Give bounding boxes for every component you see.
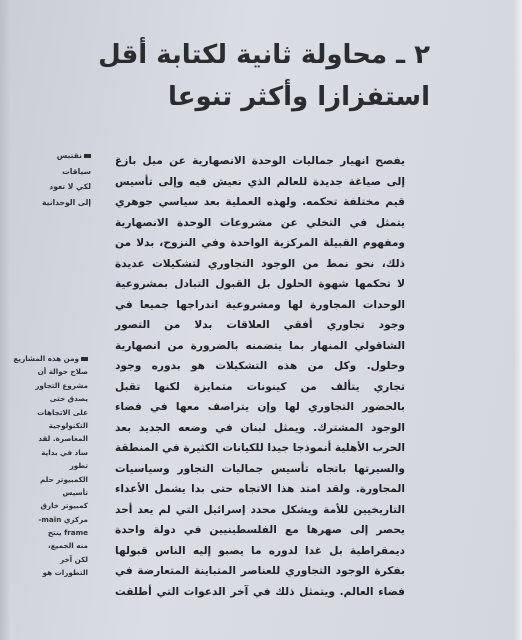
section-title-line-1: ٢ ـ محاولة ثانية لكتابة أقل bbox=[98, 40, 430, 70]
body-line: قيم مختلفة تحكمه. ولهذه العملية بعد سياسي جوهري bbox=[115, 196, 405, 208]
body-line: يفصح انهيار جماليات الوحدة الانصهارية عن ميل بازغ bbox=[115, 155, 405, 167]
body-line: والسيرتها باتجاه تأسيس جماليات التجاور وسياسيات bbox=[115, 462, 405, 475]
margin-note-bottom bbox=[13, 352, 88, 580]
margin-note-line: frame ينتج bbox=[47, 528, 88, 538]
margin-note-line: إلى الوحدانية bbox=[41, 197, 91, 207]
margin-note-line: التطورات هو bbox=[42, 568, 88, 578]
page-shadow-left bbox=[0, 0, 10, 640]
margin-note-line: تأسيس bbox=[62, 487, 88, 497]
body-line: بفكرة الوجود التجاوري للعناصر المتباينة المتعارضة في bbox=[115, 565, 405, 577]
body-line: التاريخيين للأمة ويشكل محدد إسرائيل التي لم يعد أحد bbox=[115, 503, 405, 516]
margin-note-line: مركزي main- bbox=[38, 514, 88, 524]
margin-note-line: لكن آخر bbox=[60, 554, 88, 564]
margin-note-line: مشروع التجاور bbox=[35, 380, 88, 390]
margin-note-line: التكنولوجية bbox=[48, 420, 88, 430]
margin-note-top bbox=[29, 148, 91, 210]
body-line: الحرب الأهلية أنموذجا جيدا للكيانات الكثيرة في المنطقة bbox=[114, 442, 405, 454]
body-line: الشاقولي المنهار بما يتضمنه بالضرورة من انصهارية bbox=[115, 339, 405, 352]
margin-note-line: الكمبيوتر حلم bbox=[40, 474, 88, 484]
margin-note-line: صلاح حوالة أن bbox=[37, 367, 88, 377]
body-line: فضاء العالم. ويتمثل ذلك في آخر الدعوات التي أطلقت bbox=[115, 585, 405, 598]
margin-note-line: ساد في بداية bbox=[41, 447, 88, 457]
margin-note-line: على الاتجاهات bbox=[37, 407, 88, 417]
body-line: يتمثل في التخلي عن مشروعات الوحدة الانصهارية bbox=[115, 216, 405, 229]
body-line: لا تحكمها شهوة الحلول بل القبول التبادل بمشروعية bbox=[115, 278, 405, 290]
body-line: المجاورة. ولقد امتد هذا الاتجاه حتى بدا يشمل الأعداء bbox=[115, 483, 405, 495]
body-line: ومفهوم القبيلة المركزية الواحدة وفي النزوح، بدلا من bbox=[115, 237, 405, 249]
body-line: إلى صياغة جديدة للعالم الذي نعيش فيه وإلى تأسيس bbox=[115, 175, 405, 188]
section-title bbox=[10, 34, 430, 118]
body-line: تجاري يتألف من كينونات متمايزة لكنها تقبل bbox=[115, 380, 405, 393]
margin-note-line: سياقات bbox=[62, 166, 91, 176]
article-body bbox=[115, 151, 405, 602]
page-highlight-right bbox=[514, 0, 522, 640]
body-line: ديمقراطية بل غدا لدوره ما يصبو إليه الناس قبولها bbox=[115, 544, 405, 557]
margin-note-line: لكي لا تعود bbox=[49, 182, 91, 191]
margin-note-line: تطور bbox=[69, 461, 88, 471]
body-line: ذلك، نحو نمط من الوجود التجاوري لتشكيلات عديدة bbox=[115, 257, 405, 270]
body-line: وجود تجاوري أفقي العلاقات بدلا من التصور bbox=[115, 319, 405, 331]
body-line: الوحدات المجاورة لها ومشروعية اندراجها جميعا في bbox=[115, 298, 405, 311]
margin-note-line: كمبيوتر خارق bbox=[40, 501, 88, 511]
margin-note-line: يصدق حتى bbox=[49, 394, 88, 404]
body-line: بالحضور التجاوري لها وإن يتراصف معها في فضاء bbox=[115, 401, 405, 413]
body-line: يحصر إلى صهرها مع الفلسطينيين في دولة واحدة bbox=[115, 524, 405, 536]
margin-note-line: منه الجميع، bbox=[48, 541, 88, 551]
margin-note-line: المعاصرة. لقد bbox=[38, 434, 88, 444]
note-marker-icon bbox=[84, 154, 91, 158]
margin-note-line: ومن هذه المشاريع bbox=[24, 352, 88, 365]
section-title-line-2: استفزازا وأكثر تنوعا bbox=[167, 82, 430, 112]
note-marker-icon bbox=[81, 357, 88, 361]
body-line: وحلول. وكل من هذه التشكيلات هو بدوره وجود bbox=[115, 360, 405, 372]
body-line: الوجود المشترك. ويمثل لبنان في وضعه الجديد بعد bbox=[115, 421, 405, 434]
margin-note-line: نقتبس bbox=[29, 148, 91, 164]
